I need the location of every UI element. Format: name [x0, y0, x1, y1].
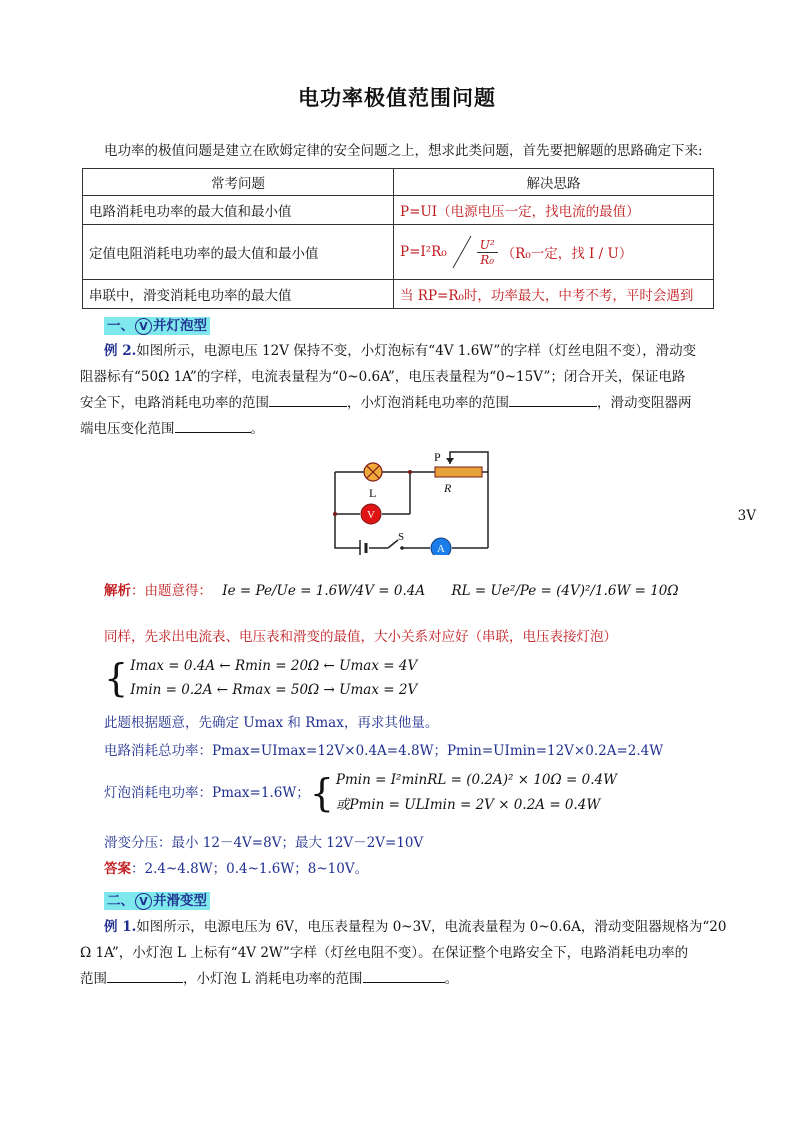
answer-blank[interactable] [107, 968, 183, 983]
junction-node [333, 512, 337, 516]
side-note: 3V [737, 508, 756, 524]
ammeter-label: A [437, 543, 445, 555]
table-row [83, 225, 714, 280]
case-min: Imin = 0.2A ← Rmax = 50Ω → Umax = 2V [130, 682, 418, 698]
section-prefix: 一、 [107, 318, 134, 334]
section-heading-1 [104, 314, 210, 335]
answer-line [104, 856, 368, 882]
solution-note: 此题根据题意，先确定 Umax 和 Rmax，再求其他量。 [104, 715, 439, 731]
answer-blank[interactable] [269, 392, 347, 407]
table-header-row [83, 169, 714, 196]
example-1 [80, 914, 727, 992]
example-line: 安全下，电路消耗电功率的范围 [80, 395, 269, 411]
formula-ie: Ie = Pe/Ue = 1.6W/4V = 0.4A [222, 583, 426, 599]
example-line: Ω 1A”，小灯泡 L 上标有“4V 2W”字样（灯丝电阻不变）。在保证整个电路安全下，电路消耗电功率的 [80, 945, 689, 961]
label-p: P [434, 450, 441, 464]
answer-blank[interactable] [509, 392, 597, 407]
table-header-method: 解决思路 [394, 169, 714, 196]
intro-paragraph: 电功率的极值问题是建立在欧姆定律的安全问题之上，想求此类问题，首先要把解题的思路确定下来: [104, 143, 703, 159]
solution-line [104, 578, 679, 604]
example-line: ，小灯泡消耗电功率的范围 [347, 395, 509, 411]
page-title: 电功率极值范围问题 [298, 86, 496, 110]
table-cell-method [394, 225, 714, 280]
table-cell-problem: 电路消耗电功率的最大值和最小值 [83, 196, 394, 225]
example-line: 。 [444, 971, 459, 987]
example-line: 端电压变化范围 [80, 421, 175, 437]
example-line: 范围 [80, 971, 107, 987]
formula-note: （R₀一定，找 I / U） [501, 246, 633, 262]
answer-blank[interactable] [175, 418, 251, 433]
slash-divider [451, 232, 473, 272]
table-cell-problem: 定值电阻消耗电功率的最大值和最小值 [83, 225, 394, 280]
table-cell-method: P=UI（电源电压一定，找电流的最值） [394, 196, 714, 225]
solution-rheostat: 滑变分压：最小 12－4V=8V；最大 12V－2V=10V [104, 835, 424, 851]
label-r: R [444, 481, 452, 495]
label-l: L [369, 486, 377, 500]
fraction-denominator: R₀ [480, 252, 495, 267]
solution-tag: 解析 [104, 583, 131, 599]
method-table [82, 168, 714, 309]
table-header-problem: 常考问题 [83, 169, 394, 196]
section-label: 并灯泡型 [153, 318, 207, 334]
lamp-min-1: Pmin = I²minRL = (0.2A)² × 10Ω = 0.4W [335, 772, 617, 788]
example-line: 如图所示，电源电压为 6V，电压表量程为 0~3V，电流表量程为 0~0.6A，滑动变阻器规格为“20 [136, 919, 727, 935]
fraction-numerator: U² [477, 238, 498, 253]
example-line: ，滑动变阻器两 [597, 395, 692, 411]
left-brace: { [104, 656, 129, 700]
rheostat [435, 467, 482, 477]
example-line: 如图所示，电源电压 12V 保持不变，小灯泡标有“4V 1.6W”的字样（灯丝电阻不变），滑动变 [136, 343, 697, 359]
table-row [83, 196, 714, 225]
lamp-min-2: 或Pmin = ULImin = 2V × 0.2A = 0.4W [335, 797, 601, 813]
table-cell-problem: 串联中，滑变消耗电功率的最大值 [83, 280, 394, 309]
solution-lead: ：由题意得： [131, 583, 212, 599]
answer-text: ：2.4~4.8W；0.4~1.6W；8~10V。 [131, 861, 369, 877]
solution-lamp-power [104, 768, 617, 818]
left-brace: { [309, 771, 334, 815]
section-heading-2 [104, 889, 210, 910]
circuit-diagram [330, 450, 495, 555]
solution-cases [104, 654, 417, 702]
example-tag: 例 2. [104, 343, 137, 359]
switch-contact [400, 546, 404, 550]
answer-tag: 答案 [104, 861, 131, 877]
formula-rl: RL = Ue²/Pe = (4V)²/1.6W = 10Ω [451, 583, 679, 599]
example-2 [80, 338, 724, 442]
table-cell-method: 当 RP=R₀时，功率最大，中考不考，平时会遇到 [394, 280, 714, 309]
slider-arrow-icon [446, 458, 454, 464]
lamp-power-label: 灯泡消耗电功率：Pmax=1.6W； [104, 785, 310, 801]
example-tag: 例 1. [104, 919, 137, 935]
solution-total-power: 电路消耗总功率：Pmax=UImax=12V×0.4A=4.8W；Pmin=UImin=12V×0.2A=2.4W [104, 743, 664, 759]
example-line: 阻器标有“50Ω 1A”的字样，电流表量程为“0~0.6A”，电压表量程为“0~15V”；闭合开关，保证电路 [80, 369, 686, 385]
junction-node [408, 470, 412, 474]
section-prefix: 二、 [107, 893, 134, 909]
voltmeter-icon: V [135, 318, 152, 335]
section-label: 并滑变型 [153, 893, 207, 909]
case-max: Imax = 0.4A ← Rmin = 20Ω ← Umax = 4V [130, 658, 418, 674]
answer-blank[interactable] [363, 968, 445, 983]
label-s: S [398, 531, 405, 543]
voltmeter-label: V [367, 509, 375, 521]
example-line: 。 [250, 421, 264, 437]
formula-p-i2r: P=I²R₀ [400, 244, 447, 260]
example-line: ，小灯泡 L 消耗电功率的范围 [183, 971, 363, 987]
voltmeter-icon: V [135, 893, 152, 910]
solution-same: 同样，先求出电流表、电压表和滑变的最值，大小关系对应好（串联，电压表接灯泡） [104, 629, 617, 645]
table-row [83, 280, 714, 309]
